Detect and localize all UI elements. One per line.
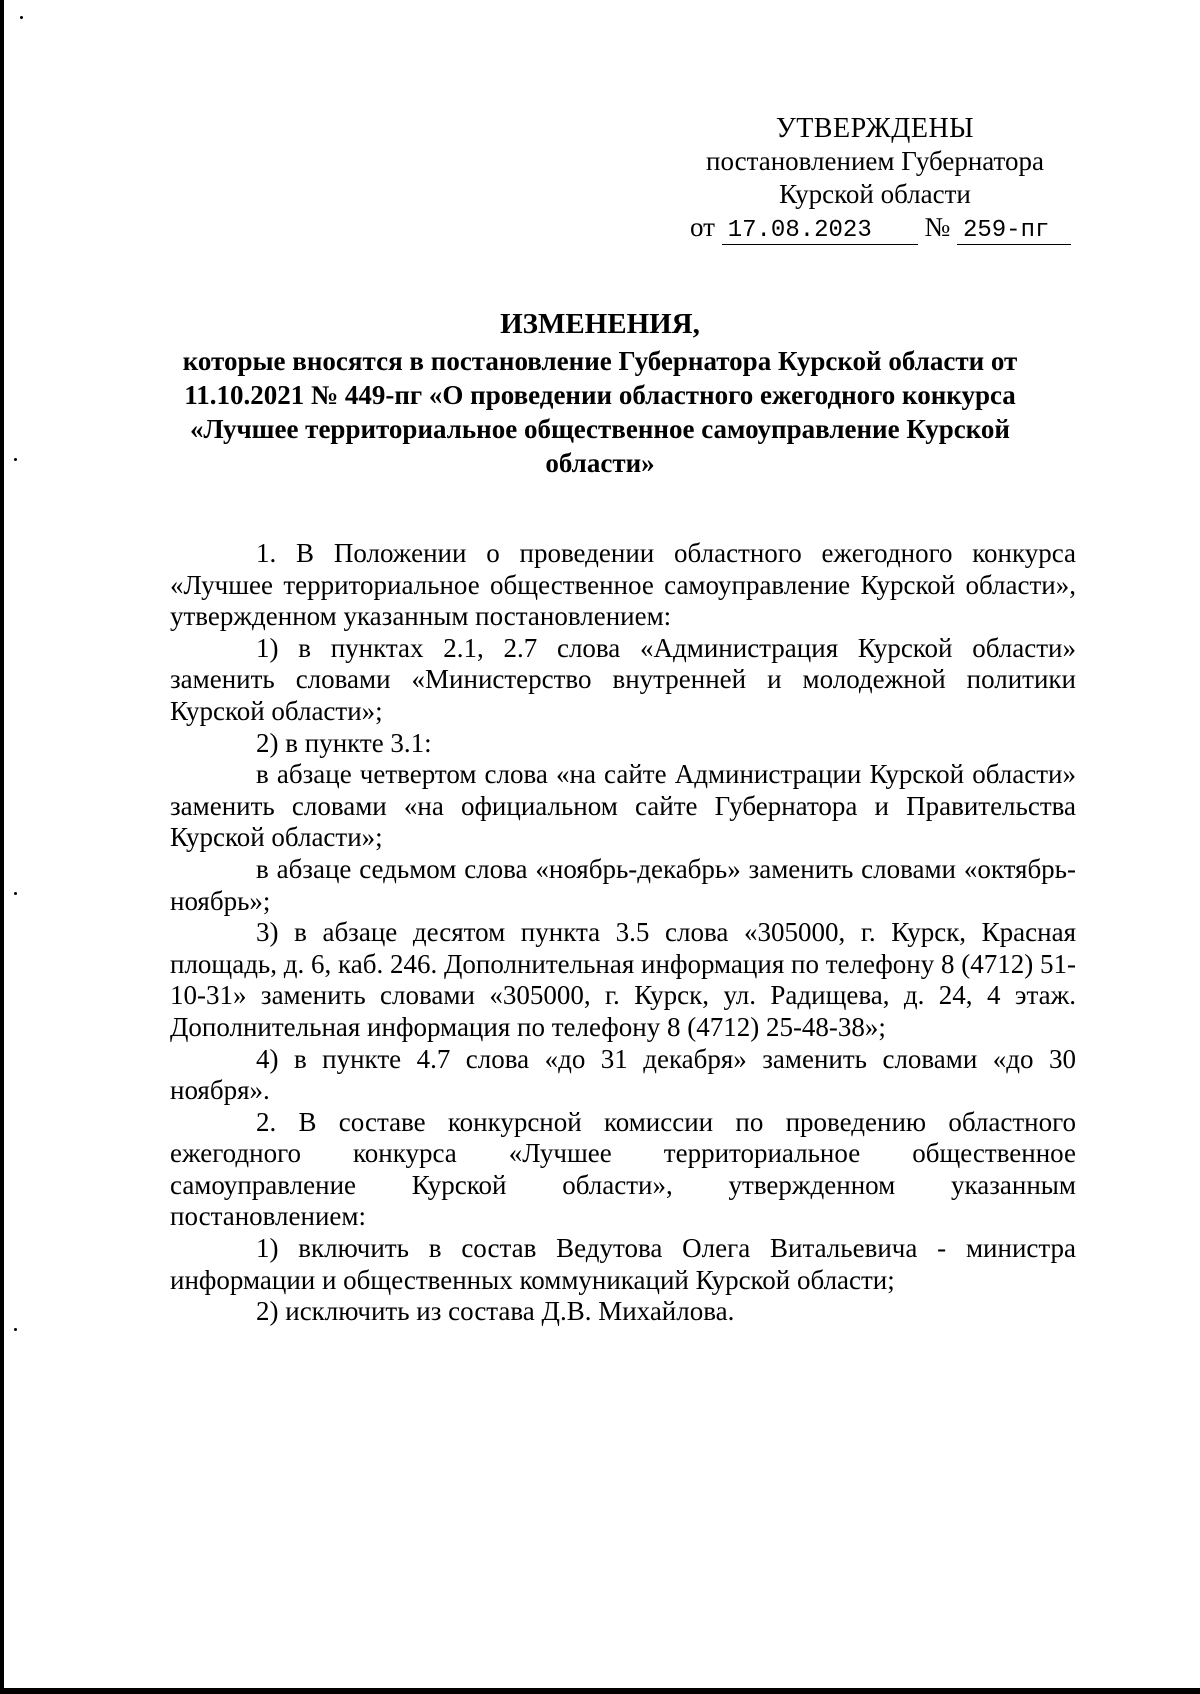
scan-border-left xyxy=(0,0,4,1694)
paragraph: 2) в пункте 3.1: xyxy=(256,727,432,758)
approval-date-line xyxy=(690,211,1060,245)
paragraph: 1) в пунктах 2.1, 2.7 слова «Администрация Курской области» заменить словами «Министерство внутренней и молодежной политики Курской области»; xyxy=(170,632,1076,726)
scan-speck xyxy=(14,892,17,895)
scan-border-bottom xyxy=(0,1688,1200,1694)
document-heading xyxy=(120,306,1080,480)
document-date: 17.08.2023 xyxy=(722,218,918,245)
paragraph: в абзаце седьмом слова «ноябрь-декабрь» заменить словами «октябрь-ноябрь»; xyxy=(170,853,1076,916)
document-body xyxy=(170,538,1076,1328)
paragraph: 4) в пункте 4.7 слова «до 31 декабря» заменить словами «до 30 ноября». xyxy=(170,1043,1076,1106)
document-title: ИЗМЕНЕНИЯ, xyxy=(500,308,700,340)
approval-block xyxy=(690,112,1060,245)
approval-title: УТВЕРЖДЕНЫ xyxy=(775,113,975,144)
scan-speck xyxy=(14,458,17,461)
approval-line-2: Курской области xyxy=(779,179,971,209)
paragraph: 2) исключить из состава Д.В. Михайлова. xyxy=(256,1296,735,1327)
paragraph: 1) включить в состав Ведутова Олега Витальевича - министра информации и общественных коммуникаций Курской области; xyxy=(170,1233,1076,1295)
paragraph: 2. В составе конкурсной комиссии по проведению областного ежегодного конкурса «Лучшее территориальное общественное самоуправление Курской области», утвержденном указанным постановлением: xyxy=(170,1106,1076,1232)
document-number: 259-пг xyxy=(957,218,1071,245)
paragraph: в абзаце четвертом слова «на сайте Администрации Курской области» заменить словами «на официальном сайте Губернатора и Правительства Курской области»; xyxy=(170,759,1076,853)
date-prefix: от xyxy=(690,212,715,242)
document-subtitle: которые вносятся в постановление Губернатора Курской области от 11.10.2021 № 449-пг «О проведении областного ежегодного конкурса «Лучшее территориальное общественное самоуправление Курской области» xyxy=(182,346,1018,478)
scan-speck xyxy=(20,16,23,19)
number-prefix: № xyxy=(924,212,951,242)
paragraph: 1. В Положении о проведении областного ежегодного конкурса «Лучшее территориальное общественное самоуправление Курской области», утвержденном указанным постановлением: xyxy=(170,538,1076,632)
paragraph: 3) в абзаце десятом пункта 3.5 слова «305000, г. Курск, Красная площадь, д. 6, каб. 246. Дополнительная информация по телефону 8 (4712) 51-10-31» заменить словами «305000, г. Курск, ул. Радищева, д. 24, 4 этаж. Дополнительная информация по телефону 8 (4712) 25-48-38»; xyxy=(170,917,1076,1042)
approval-line-1: постановлением Губернатора xyxy=(706,146,1044,176)
scan-speck xyxy=(14,1328,17,1331)
